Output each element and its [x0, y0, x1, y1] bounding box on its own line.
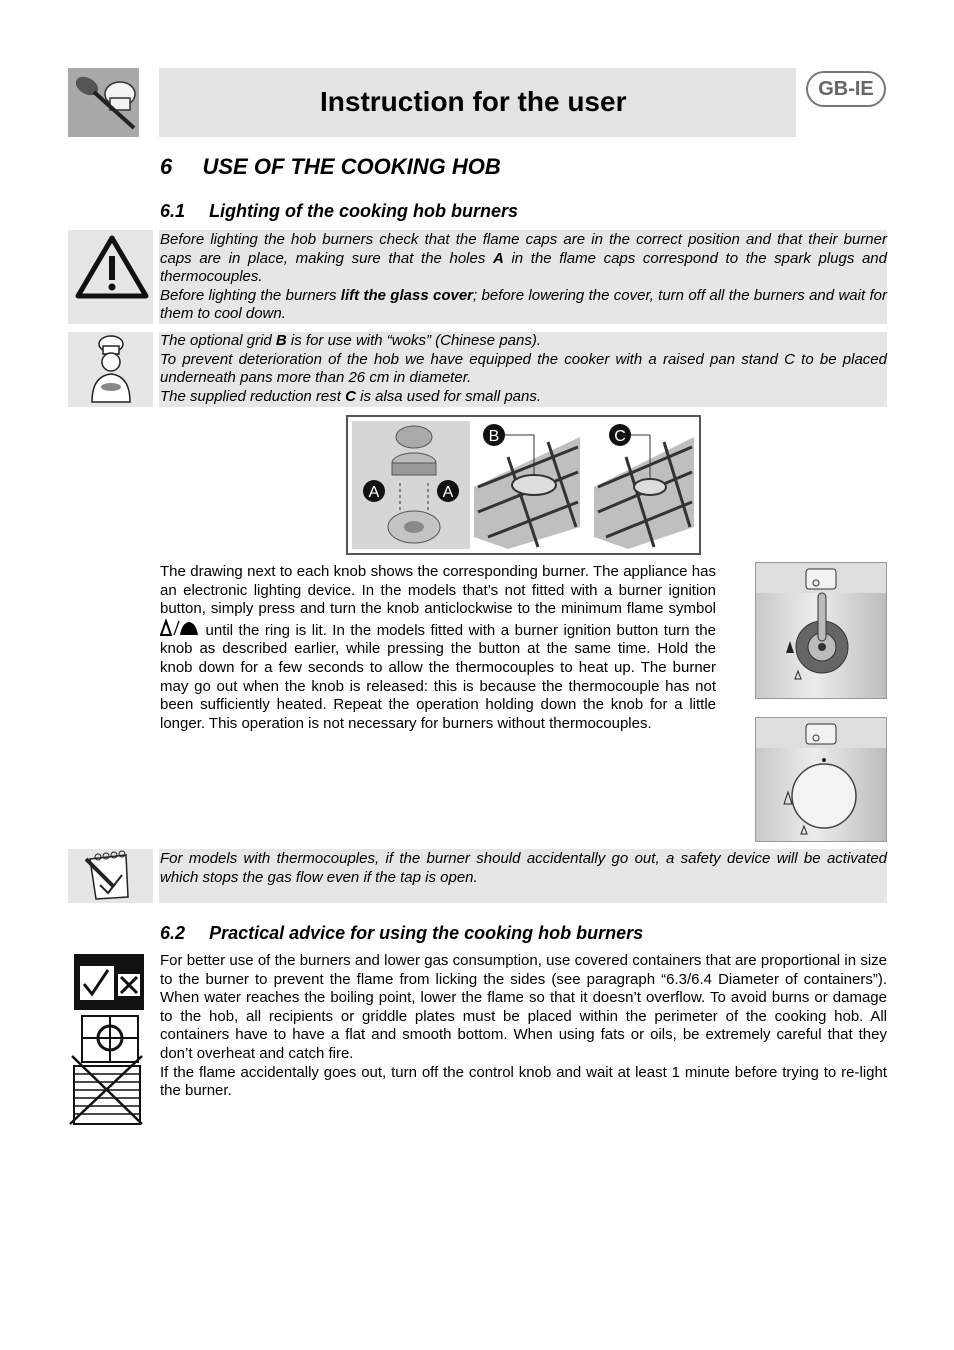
burner-figure: [346, 415, 701, 555]
chef-icon: [68, 332, 153, 407]
label-a-right: A: [442, 484, 454, 501]
warning-text: Before lighting the hob burners check that the flame caps are in the correct position and that their burner caps are in place, making sure that the holes A in the flame caps correspond to the spark plugs and thermocouples. Before lighting the burners lift the glass cover; before lowering the cover, turn off all the burners and wait for them to cool down.: [160, 231, 887, 323]
pan-check-icon: [74, 954, 144, 1010]
safety-note-text: For models with thermocouples, if the burner should accidentally go out, a safety device will be activated which stops the gas flow even if the tap is open.: [160, 850, 887, 886]
chef-note-text: The optional grid B is for use with “woks” (Chinese pans). To prevent deterioration of the hob we have equipped the cooker with a raised pan stand C to be placed underneath pans more than 26 cm in diameter. The supplied reduction rest C is alsa used for small pans.: [160, 332, 887, 405]
subsection-heading-6-1: [160, 201, 518, 222]
page-title: Instruction for the user: [320, 86, 627, 117]
chef-spoon-logo: [68, 68, 139, 137]
subsection-heading-6-2: [160, 923, 643, 944]
chef-icon-box: [68, 332, 153, 407]
knob-illustration-plain: [755, 717, 887, 842]
minimum-flame-symbol-icon: [160, 619, 200, 637]
language-badge: GB-IE: [806, 71, 886, 107]
subsection-number: 6.1: [160, 201, 186, 221]
label-b: B: [488, 428, 500, 445]
hob-grid-icon: [82, 1016, 138, 1062]
wok-grid-drawing: [474, 435, 580, 549]
subsection-number: 6.2: [160, 923, 186, 943]
practical-advice-text: For better use of the burners and lower gas consumption, use covered containers that are proportional in size to the burner to prevent the flame from licking the sides (see paragraph “6.3/6.4 Diameter of containers”). When water reaches the boiling point, lower the flame so that it doesn’t overflow. To avoid burns or damage to the hob, all recipients or griddle plates must be placed within the perimeter of the cooking hob. All containers have to have a flat and smooth bottom. When using fats or oils, be extremely careful that they don’t overheat and catch fire. If the flame accidentally goes out, turn off the control knob and wait at least 1 minute before trying to re-light the burner.: [160, 952, 887, 1100]
subsection-title: Lighting of the cooking hob burners: [209, 201, 519, 221]
reduction-rest-drawing: [594, 435, 694, 549]
note-icon-box: [68, 849, 153, 903]
section-number: 6: [160, 154, 173, 179]
warning-icon-box: [68, 230, 153, 324]
warning-triangle-icon: [68, 230, 153, 324]
pan-advice-icons: [68, 952, 148, 1127]
knob-illustration-ignition: [755, 562, 887, 699]
section-title: USE OF THE COOKING HOB: [202, 154, 501, 179]
knob-instructions: The drawing next to each knob shows the corresponding burner. The appliance has an electronic lighting device. In the models that’s not fitted with a burner ignition button, simply press and turn the knob anticlockwise to the minimum flame symbol until the ring is lit. In the models fitted with a burner ignition button turn the knob as described earlier, while pressing the button at the same time. Hold the knob down for a few seconds to allow the thermocouples to heat up. The burner may go out when the knob is released: this is because the thermocouple has not been sufficiently heated. Repeat the operation holding down the knob for a little longer. This operation is not necessary for burners without thermocouples.: [160, 563, 716, 732]
label-c: C: [614, 428, 626, 445]
label-a-left: A: [368, 484, 380, 501]
notepad-pencil-icon: [68, 849, 153, 903]
section-heading: [160, 154, 501, 180]
subsection-title: Practical advice for using the cooking hob burners: [209, 923, 644, 943]
crossed-oven-icon: [70, 1056, 142, 1124]
